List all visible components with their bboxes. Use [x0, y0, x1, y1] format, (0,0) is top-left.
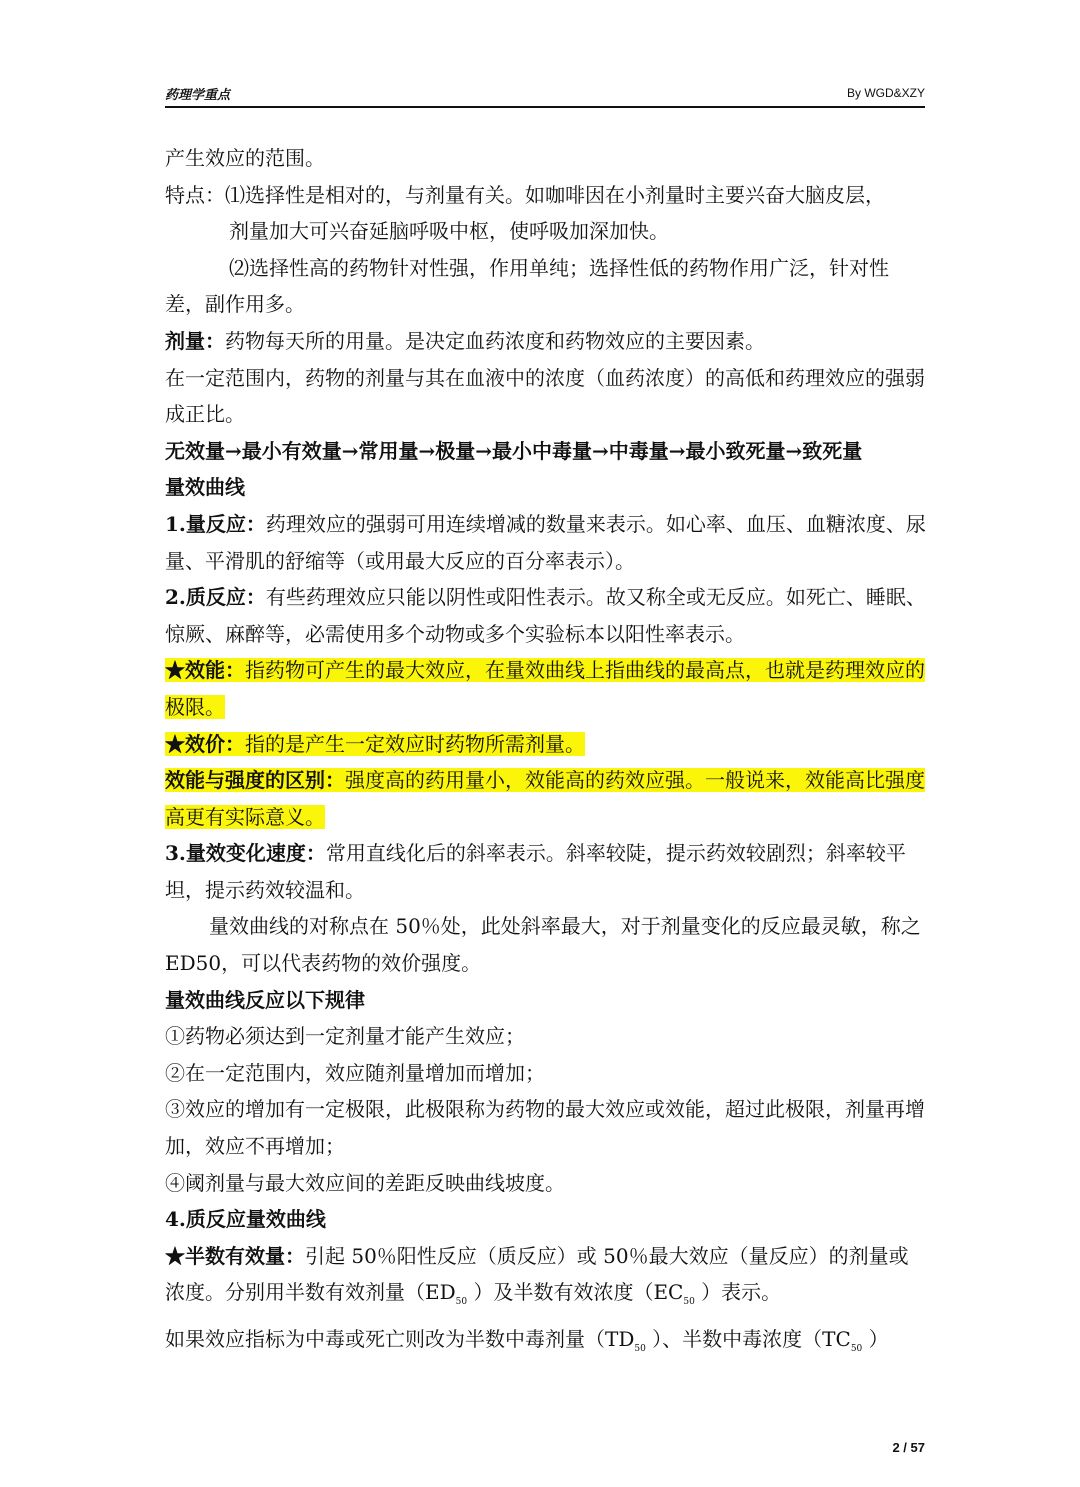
line-ed50-definition: [165, 1238, 927, 1321]
line-efficacy: [165, 652, 927, 725]
median-effective-label: ★半数有效量：: [165, 1243, 305, 1268]
line-dose-range: 在一定范围内，药物的剂量与其在血液中的浓度（血药浓度）的高低和药理效应的强弱成正比。: [165, 365, 925, 427]
rule-3: ③效应的增加有一定极限，此极限称为药物的最大效应或效能，超过此极限，剂量再增加，效应不再增加；: [165, 1097, 925, 1159]
line-ed50: 量效曲线的对称点在 50％处，此处斜率最大，对于剂量变化的反应最灵敏，称之 ED50，可以代表药物的效价强度。: [165, 914, 921, 976]
efficacy-text: 指药物可产生的最大效应，在量效曲线上指曲线的最高点，也就是药理效应的极限。: [165, 658, 925, 719]
difference-text: 强度高的药用量小，效能高的药效应强。一般说来，效能高比强度高更有实际意义。: [165, 768, 925, 829]
toxic-text-1: 如果效应指标为中毒或死亡则改为半数中毒剂量（TD: [165, 1327, 635, 1351]
graded-text: 药理效应的强弱可用连续增减的数量来表示。如心率、血压、血糖浓度、尿量、平滑肌的舒缩等（或用最大反应的百分率表示）。: [165, 511, 926, 573]
toxic-text-3: ）: [862, 1327, 889, 1351]
line-efficacy-vs-potency: [165, 762, 927, 835]
median-effective-text-3: ）表示。: [694, 1280, 782, 1305]
header-title: 药理学重点: [165, 88, 231, 103]
toxic-text-2: ）、半数中毒浓度（TC: [645, 1327, 851, 1351]
heading-dose-response-curve: 量效曲线: [165, 475, 245, 500]
line-graded-response: [165, 506, 927, 579]
page-header: [165, 80, 925, 108]
header-author: By WGD&XZY: [846, 86, 925, 100]
line-features: 特点：⑴选择性是相对的，与剂量有关。如咖啡因在小剂量时主要兴奋大脑皮层，: [165, 182, 885, 207]
line-quantal-response: [165, 579, 927, 652]
line-selectivity: ⑵选择性高的药物针对性强，作用单纯；选择性低的药物作用广泛，针对性差，副作用多。: [165, 255, 889, 317]
graded-label: 1.量反应：: [165, 511, 266, 536]
rule-4: ④阈剂量与最大效应间的差距反映曲线坡度。: [165, 1170, 565, 1195]
heading-quantal-curve: 4.质反应量效曲线: [165, 1207, 326, 1232]
quantal-label: 2.质反应：: [165, 585, 266, 610]
subscript-50: 50: [683, 1297, 695, 1308]
efficacy-label: ★效能：: [165, 658, 245, 683]
rule-1: ①药物必须达到一定剂量才能产生效应；: [165, 1024, 525, 1049]
quantal-text: 有些药理效应只能以阴性或阳性表示。故又称全或无反应。如死亡、睡眠、惊厥、麻醉等，必需使用多个动物或多个实验标本以阳性率表示。: [165, 585, 926, 646]
median-effective-text-1: 引起 50％阳性反应（质反应）或 50％最大效应（量反应）的剂量或浓度。分别用半数有效剂量（ED: [165, 1243, 909, 1305]
dose-label: 剂量：: [165, 328, 225, 353]
line-dose-sequence: 无效量→最小有效量→常用量→极量→最小中毒量→中毒量→最小致死量→致死量: [165, 438, 863, 463]
rate-label: 3.量效变化速度：: [165, 841, 326, 866]
median-effective-text-2: ）及半数有效浓度（EC: [467, 1280, 684, 1305]
line-dose: [165, 323, 927, 360]
heading-curve-rules: 量效曲线反应以下规律: [165, 987, 365, 1012]
subscript-50: 50: [634, 1344, 646, 1354]
subscript-50: 50: [455, 1297, 468, 1308]
rate-text: 常用直线化后的斜率表示。斜率较陡，提示药效较剧烈；斜率较平坦，提示药效较温和。: [165, 841, 906, 902]
line-potency: [165, 726, 927, 763]
document-body: [165, 140, 927, 1368]
rule-2: ②在一定范围内，效应随剂量增加而增加；: [165, 1060, 545, 1085]
potency-label: ★效价：: [165, 731, 245, 756]
subscript-50: 50: [850, 1344, 863, 1354]
page-number: 2 / 57: [892, 1440, 925, 1455]
dose-text: 药物每天所的用量。是决定血药浓度和药物效应的主要因素。: [225, 328, 765, 353]
potency-text: 指的是产生一定效应时药物所需剂量。: [245, 731, 585, 756]
line-rate-of-change: [165, 835, 927, 908]
line-1: 产生效应的范围。: [165, 146, 325, 170]
line-features-cont: 剂量加大可兴奋延脑呼吸中枢，使呼吸加深加快。: [229, 219, 669, 244]
difference-label: 效能与强度的区别：: [165, 768, 345, 793]
line-td50: [165, 1321, 927, 1368]
